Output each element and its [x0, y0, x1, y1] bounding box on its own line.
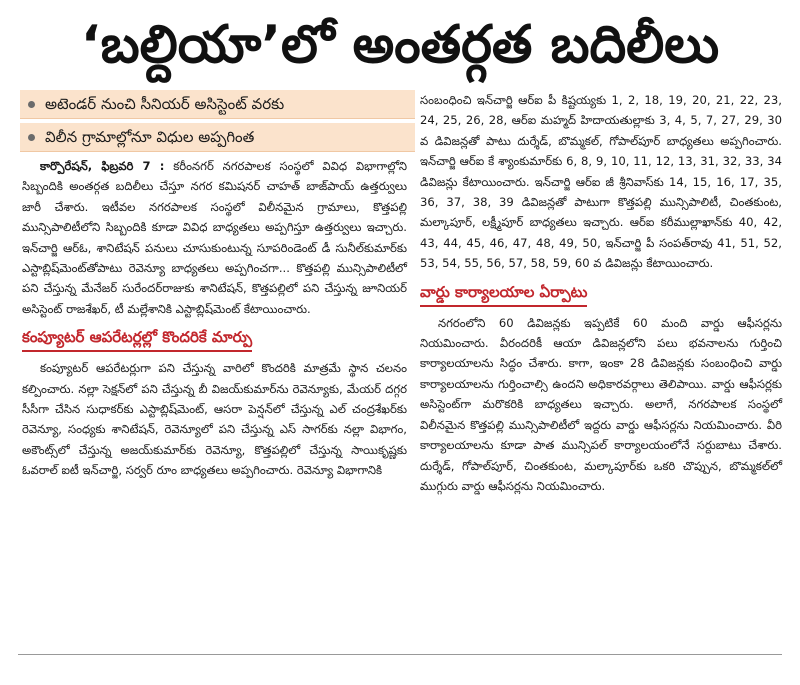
headline: ‘బల్దియా’లో అంతర్గత బదిలీలు — [80, 15, 720, 75]
intro-paragraph — [22, 156, 407, 319]
section-title: వార్డు కార్యాలయాల ఏర్పాటు — [420, 280, 587, 307]
section-paragraph: కంప్యూటర్ ఆపరేటర్లుగా పని చేస్తున్న వారిలో కొందరికి మాత్రమే స్థాన చలనం కల్పించారు. నల్లా సెక్షన్‌లో పని చేస్తున్న బీ విజయ్‌కుమార్‌ను రెవెన్యూకు, మేయర్ దగ్గర సీసీగా చేసిన సుధాకర్‌కు ఎస్టాబ్లిష్‌మెంట్, ఆసరా పెన్షన్‌లో చేస్తున్న ఎల్ చంద్రశేఖర్‌కు రెవెన్యూ, సంధ్యకు శానిటేషన్, రెవెన్యూలో పని చేస్తున్న ఎస్ సాగర్‌కు నల్లా విభాగం, అకౌంట్స్‌లో చేస్తున్న అజయ్‌కుమార్‌కు రెవెన్యూ, కొత్తపల్లిలో చేస్తున్న సాయికృష్ణకు ఓవరాల్ ఐటీ ఇన్‌చార్జి, సర్వర్ రూం బాధ్యతలు అప్పగించారు. రెవెన్యూ విభాగానికి — [22, 361, 407, 478]
left-column — [22, 156, 407, 481]
subhead-text: విలీన గ్రామాల్లోనూ విధుల అప్పగింత — [45, 128, 255, 146]
subhead-text: అటెండర్ నుంచి సీనియర్ అసిస్టెంట్ వరకు — [45, 95, 285, 113]
subhead — [20, 90, 415, 119]
section-title: కంప్యూటర్ ఆపరేటర్లల్లో కొందరికే మార్పు — [22, 325, 252, 352]
bullet-icon — [28, 134, 35, 141]
subheads — [20, 90, 415, 156]
continued-paragraph: సంబంధించి ఇన్‌చార్జి ఆర్‌ఐ పీ కిష్టయ్యకు 1, 2, 18, 19, 20, 21, 22, 23, 24, 25, 26, 28, ఆర్‌ఐ మహ్మద్ హిదాయతుల్లాకు 3, 4, 5, 7, 27, 29, 30 వ డివిజన్లతో పాటు దుర్శేడ్, బొమ్మకల్, గోపాల్‌పూర్ బాధ్యతలు అప్పగించారు. ఇన్‌చార్జి ఆర్‌ఐ కే శ్యాంకుమార్‌కు 6, 8, 9, 10, 11, 12, 13, 31, 32, 33, 34 డివిజన్లు కేటాయించారు. ఇన్‌చార్జి ఆర్‌ఐ జీ శ్రీనివాస్‌కు 14, 15, 16, 17, 35, 36, 37, 38, 39 డివిజన్లతో పాటుగా కొత్తపల్లి మున్సిపాలిటీ, చింతకుంట, మల్కాపూర్, లక్ష్మీపూర్ బాధ్యతలు ఇచ్చారు. ఆర్‌ఐ కరీముల్లాఖాన్‌కు 40, 42, 43, 44, 45, 46, 47, 48, 49, 50, ఇన్‌చార్జి పీ సంపత్‌రావు 41, 51, 52, 53, 54, 55, 56, 57, 58, 59, 60 వ డివిజన్లు కేటాయించారు. — [420, 93, 782, 271]
subhead — [20, 123, 415, 152]
dateline: కార్పొరేషన్, ఫిబ్రవరి 7 : — [40, 159, 165, 173]
intro-text: కరీంనగర్ నగరపాలక సంస్థలో వివిధ విభాగాల్లోని సిబ్బందికి అంతర్గత బదిలీలు చేస్తూ నగర కమిషనర్ చాహత్ బాజ్‌పాయ్ ఉత్తర్వులు జారీ చేశారు. ఇటీవల నగరపాలక సంస్థలో విలీనమైన గ్రామాలు, కొత్తపల్లి మున్సిపాలిటీలోని సిబ్బందికి కూడా వివిధ బాధ్యతలు అప్పగిస్తూ ఉత్తర్వులు ఇచ్చారు. ఇన్‌చార్జి ఆర్‌ఓ, శానిటేషన్ పనులు చూసుకుంటున్న సూపరిండెంట్ డీ సునీల్‌కుమార్‌కు ఎస్టాబ్లిష్‌మెంట్‌తోపాటు రెవెన్యూ బాధ్యతలు అప్పగించగా... కొత్తపల్లి మున్సిపాలిటీలో పని చేస్తున్న మేనేజర్ సురేందర్‌రాజుకు శానిటేషన్, కొత్తపల్లిలో పని చేస్తున్న జూనియర్ అసిస్టెంట్ రాజశేఖర్, టీ మల్లేశానికి ఎస్టాబ్లిష్‌మెంట్ కేటాయించారు. — [22, 159, 407, 316]
right-column — [420, 90, 782, 496]
section-paragraph: నగరంలోని 60 డివిజన్లకు ఇప్పటికే 60 మంది వార్డు ఆఫీసర్లను నియమించారు. వీరందరికీ ఆయా డివిజన్లలోని పలు భవనాలను గుర్తించి కార్యాలయాలను సిద్ధం చేశారు. కాగా, ఇంకా 28 డివిజన్లకు సంబంధించి వార్డు కార్యాలయాలను గుర్తించాల్సి ఉందని అధికారవర్గాలు తెలిపాయి. వార్డు ఆఫీసర్లకు అసిస్టెంట్‌గా మరొకరికి బాధ్యతలు ఇచ్చారు. అలాగే, నగరపాలక సంస్థలో విలీనమైన కొత్తపల్లి మున్సిపాలిటీలో ఇద్దరు వార్డు ఆఫీసర్లను నియమించారు. వీరి కార్యాలయాలను కూడా పాత మున్సిపల్ కార్యాలయంలోనే సర్దుబాటు చేశారు. దుర్శేడ్, గోపాల్‌పూర్, చింతకుంట, మల్కాపూర్‌కు ఒకరి చొప్పున, బొమ్మకల్‌లో ముగ్గురు వార్డు ఆఫీసర్లను నియమించారు. — [420, 315, 782, 493]
bullet-icon — [28, 101, 35, 108]
bottom-divider — [18, 654, 782, 655]
